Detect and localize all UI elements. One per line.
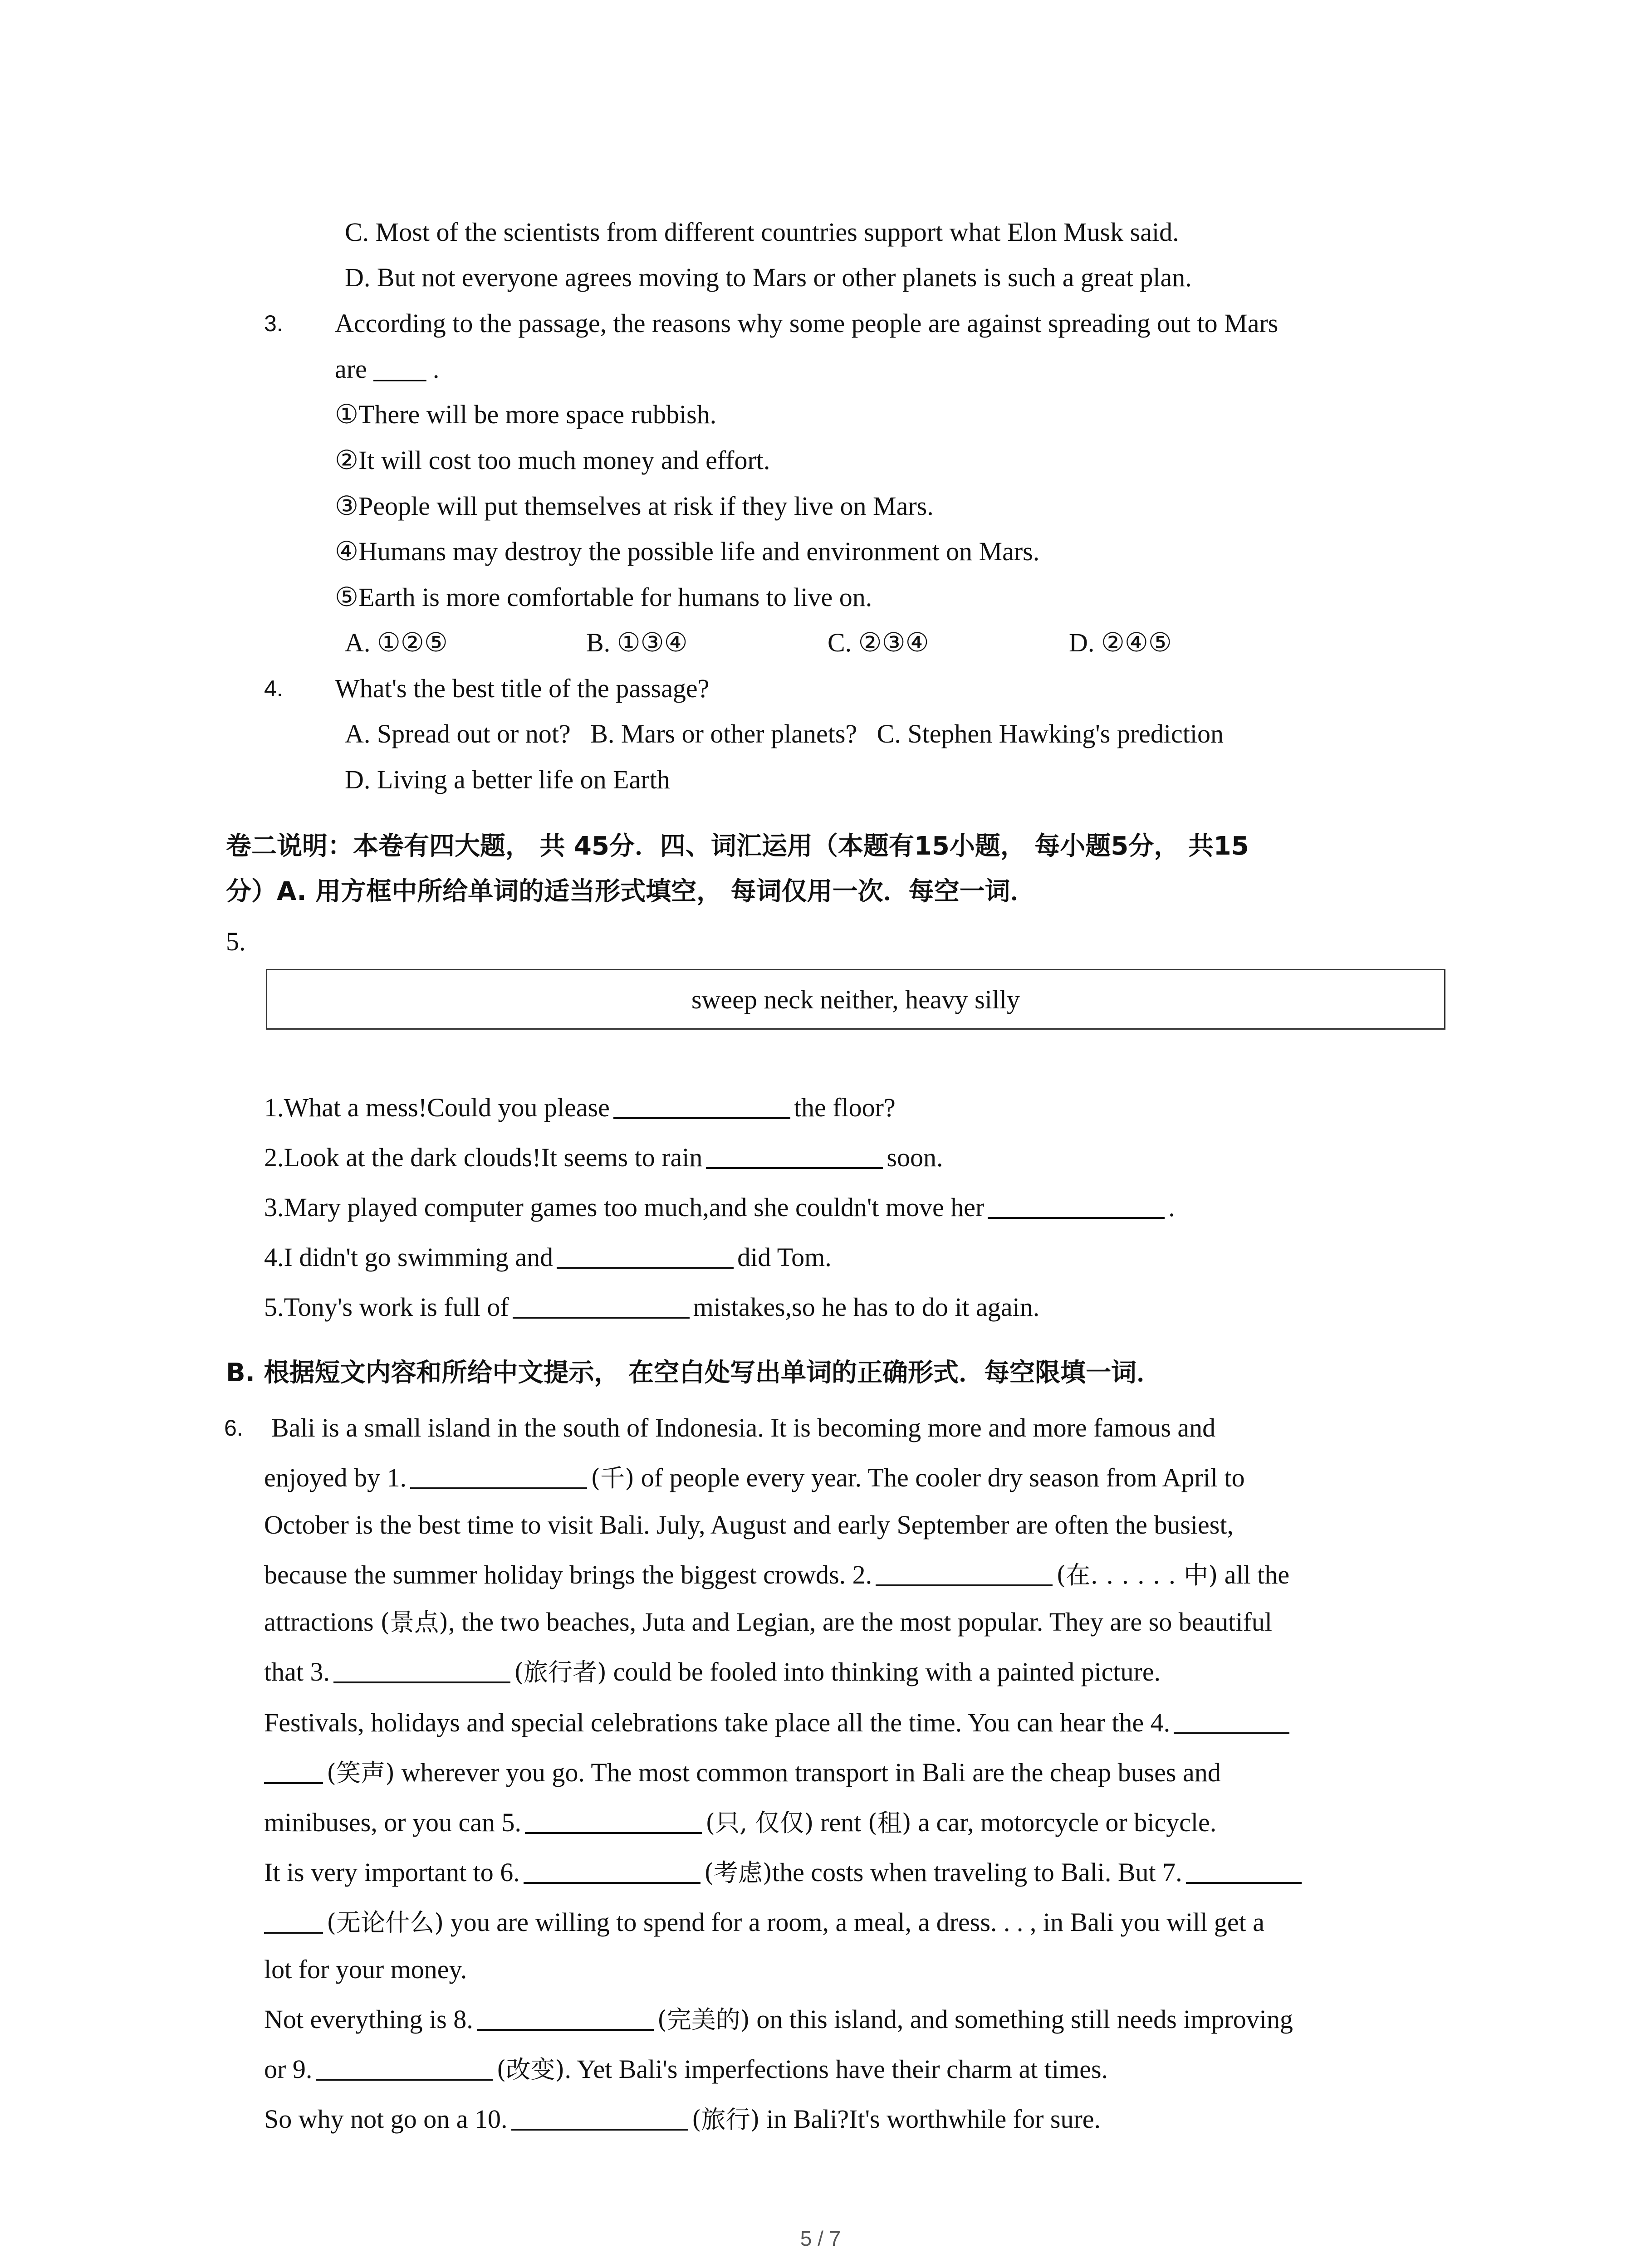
q5-item-post: did Tom.: [737, 1242, 832, 1272]
answer-blank[interactable]: [525, 1832, 702, 1834]
answer-blank[interactable]: [1174, 1732, 1289, 1734]
passage-text: rent: [813, 1808, 868, 1837]
passage-text: . Yet Bali's imperfections have their charm at times.: [564, 2054, 1108, 2084]
passage-text: in Bali?It's worthwhile for sure.: [759, 2104, 1101, 2134]
q3-option-a: A. ①②⑤: [345, 628, 448, 657]
q3-statement: ③People will put themselves at risk if they live on Mars.: [335, 491, 934, 521]
q5-item: [264, 1091, 896, 1124]
answer-blank[interactable]: [1186, 1882, 1302, 1884]
passage-text: on this island, and something still needs improving: [749, 2004, 1293, 2034]
q5-item-pre: 3.Mary played computer games too much,and she couldn't move her: [264, 1193, 985, 1222]
q3-option-b: B. ①③④: [586, 628, 688, 657]
q5-item-post: mistakes,so he has to do it again.: [693, 1292, 1040, 1322]
chinese-hint: (租): [867, 1809, 911, 1837]
q5-item-post: .: [1168, 1193, 1175, 1222]
answer-blank[interactable]: [316, 2078, 493, 2081]
q5-item-post: the floor?: [794, 1093, 896, 1122]
q3-stem-line1: According to the passage, the reasons why some people are against spreading out to Mars: [335, 308, 1279, 338]
passage-line: October is the best time to visit Bali. July, August and early September are often the busiest,: [264, 1510, 1234, 1540]
q3-stem-post: .: [432, 354, 440, 384]
q3-stem-pre: are: [335, 354, 367, 384]
passage-line: [264, 1706, 1293, 1739]
q3-option-c: C. ②③④: [828, 628, 929, 657]
passage-text: Festivals, holidays and special celebrations take place all the time. You can hear the 4.: [264, 1708, 1171, 1737]
passage-text: the costs when traveling to Bali. But 7.: [772, 1857, 1182, 1887]
passage-line: [264, 1906, 1264, 1939]
passage-text: It is very important to 6.: [264, 1857, 520, 1887]
passage-line: [264, 1461, 1245, 1495]
q4-number: 4.: [264, 676, 283, 701]
q5-number: 5.: [226, 927, 246, 956]
passage-text: minibuses, or you can 5.: [264, 1808, 522, 1837]
word-box-words: sweep neck neither, heavy silly: [691, 984, 1020, 1014]
q3-option-d: D. ②④⑤: [1069, 628, 1172, 657]
answer-blank[interactable]: [613, 1117, 790, 1119]
answer-blank[interactable]: [988, 1217, 1165, 1219]
q5-item-pre: 4.I didn't go swimming and: [264, 1242, 554, 1272]
q5-item: [264, 1191, 1175, 1224]
chinese-hint: (只, 仅仅): [705, 1809, 814, 1837]
passage-text: you are willing to spend for a room, a meal, a dress. . . , in Bali you will get a: [444, 1907, 1265, 1937]
section2-header-line1: 卷二说明：本卷有四大题， 共 45分．四、词汇运用（本题有15小题， 每小题5分， 共15: [226, 831, 1249, 861]
passage-line: [264, 2053, 1108, 2086]
q5-item-post: soon.: [887, 1143, 943, 1172]
passage-text: So why not go on a 10.: [264, 2104, 508, 2134]
page-number: 5 / 7: [800, 2227, 841, 2250]
passage-text: that 3.: [264, 1657, 330, 1686]
passage-text: all the: [1218, 1560, 1290, 1589]
chinese-hint: (笑声): [327, 1759, 395, 1787]
passage-line: [264, 1856, 1305, 1889]
q5-item: [264, 1291, 1039, 1324]
passage-line: [264, 1656, 1161, 1689]
chinese-hint: (千): [591, 1464, 635, 1492]
answer-blank[interactable]: [557, 1266, 734, 1269]
q3-stem-line2: [335, 353, 439, 386]
chinese-hint: (改变): [496, 2055, 565, 2084]
section2-header-line2: 分）A. 用方框中所给单词的适当形式填空， 每词仅用一次．每空一词．: [226, 877, 1036, 906]
chinese-hint: (旅行): [691, 2105, 760, 2134]
q3-statement: ①There will be more space rubbish.: [335, 400, 717, 429]
chinese-hint: (无论什么): [327, 1908, 444, 1937]
q3-statement: ②It will cost too much money and effort.: [335, 445, 770, 475]
answer-blank[interactable]: [477, 2028, 654, 2031]
passage-line: Bali is a small island in the south of Indonesia. It is becoming more and more famous and: [271, 1413, 1216, 1442]
word-box: [266, 969, 1445, 1030]
q5-item-pre: 1.What a mess!Could you please: [264, 1093, 610, 1122]
q5-item: [264, 1141, 943, 1174]
q5-item: [264, 1241, 832, 1274]
q3-number: 3.: [264, 311, 283, 336]
passage-text: of people every year. The cooler dry season from April to: [634, 1463, 1245, 1492]
passage-line: lot for your money.: [264, 1955, 467, 1984]
passage-text: attractions: [264, 1607, 381, 1637]
passage-line: [264, 2003, 1293, 2036]
q5-item-pre: 2.Look at the dark clouds!It seems to rain: [264, 1143, 703, 1172]
answer-blank[interactable]: [511, 2128, 688, 2131]
passage-text: wherever you go. The most common transport in Bali are the cheap buses and: [395, 1758, 1221, 1787]
passage-line: [264, 1806, 1216, 1839]
q6-number: 6.: [224, 1415, 243, 1441]
chinese-hint: (考虑): [704, 1858, 772, 1887]
passage-line: [264, 2103, 1101, 2136]
answer-blank[interactable]: [706, 1167, 883, 1169]
answer-blank[interactable]: [876, 1584, 1053, 1586]
q5-item-pre: 5.Tony's work is full of: [264, 1292, 509, 1322]
passage-text: enjoyed by 1.: [264, 1463, 407, 1492]
q4-options-line1: A. Spread out or not? B. Mars or other planets? C. Stephen Hawking's prediction: [345, 719, 1224, 748]
q4-stem: What's the best title of the passage?: [335, 674, 710, 703]
passage-text: could be fooled into thinking with a painted picture.: [607, 1657, 1161, 1686]
answer-blank[interactable]: [524, 1882, 700, 1884]
answer-blank[interactable]: [264, 1782, 323, 1784]
q2-option-d: D. But not everyone agrees moving to Mars or other planets is such a great plan.: [345, 263, 1192, 292]
passage-text: because the summer holiday brings the biggest crowds. 2.: [264, 1560, 872, 1589]
q3-statement: ④Humans may destroy the possible life and environment on Mars.: [335, 537, 1040, 566]
answer-blank[interactable]: [333, 1681, 510, 1683]
answer-blank[interactable]: [264, 1931, 323, 1934]
chinese-hint: (在. . . . . . 中): [1056, 1561, 1218, 1589]
passage-text: or 9.: [264, 2054, 313, 2084]
passage-text: Not everything is 8.: [264, 2004, 473, 2034]
chinese-hint: (景点): [380, 1608, 449, 1637]
passage-line: [264, 1559, 1289, 1592]
answer-blank[interactable]: [513, 1316, 690, 1319]
q3-stem-blank: ____: [373, 354, 426, 384]
section-b-header: B. 根据短文内容和所给中文提示， 在空白处写出单词的正确形式．每空限填一词．: [226, 1358, 1162, 1388]
passage-line: [264, 1756, 1221, 1789]
q2-option-c: C. Most of the scientists from different countries support what Elon Musk said.: [345, 217, 1179, 247]
q3-statement: ⑤Earth is more comfortable for humans to live on.: [335, 582, 872, 612]
passage-text: a car, motorcycle or bicycle.: [911, 1808, 1217, 1837]
chinese-hint: (旅行者): [514, 1658, 607, 1686]
passage-text: , the two beaches, Juta and Legian, are the most popular. They are so beautiful: [448, 1607, 1272, 1637]
chinese-hint: (完美的): [657, 2005, 750, 2034]
passage-line: [264, 1606, 1272, 1639]
q4-options-line2: D. Living a better life on Earth: [345, 765, 670, 794]
answer-blank[interactable]: [410, 1487, 587, 1489]
